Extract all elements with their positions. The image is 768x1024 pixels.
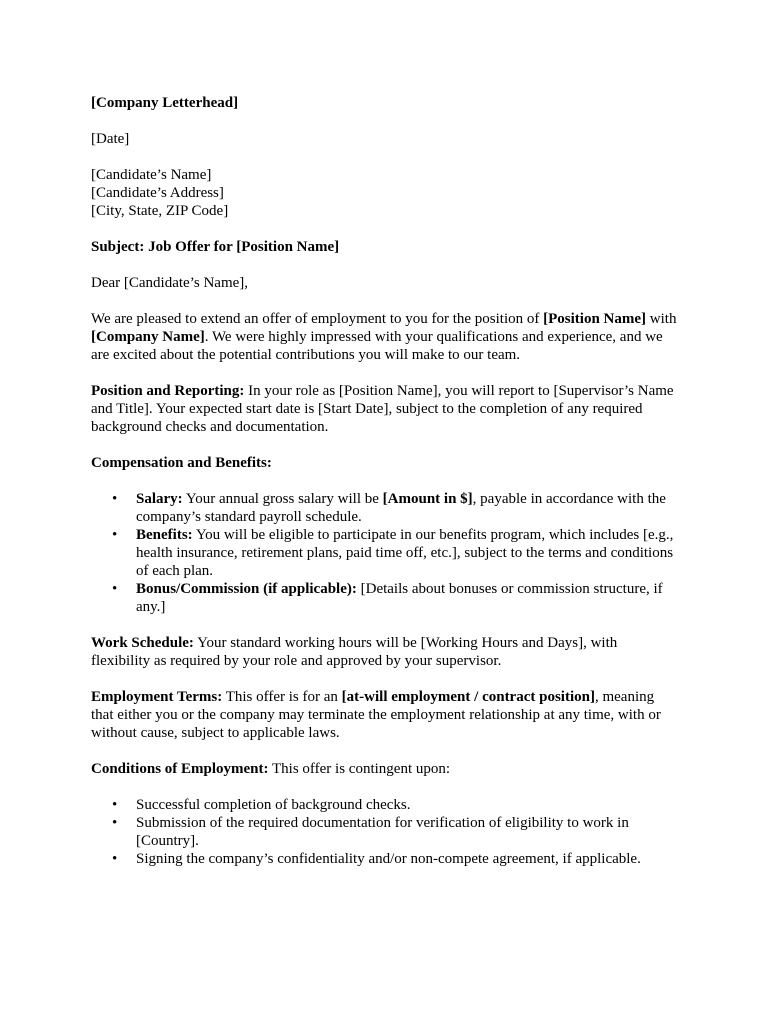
list-item-benefits: • Benefits: You will be eligible to participate in our benefits program, which includes [e.g., health insurance, retirement plans, paid time off, etc.], subject to the terms and conditions of each plan. <box>136 526 678 580</box>
intro-paragraph: We are pleased to extend an offer of employment to you for the position of [Position Name] with [Company Name]. We were highly impressed with your qualifications and experience, and we are excited about the potential contributions you will make to our team. <box>91 311 677 363</box>
recipient-city-state-zip: [City, State, ZIP Code] <box>91 203 229 219</box>
date: [Date] <box>91 131 130 147</box>
recipient-block <box>91 166 678 220</box>
position-reporting-paragraph: Position and Reporting: In your role as [Position Name], you will report to [Supervisor’s Name and Title]. Your expected start date is [Start Date], subject to the completion of any required background checks and documentation. <box>91 383 674 435</box>
recipient-name: [Candidate’s Name] <box>91 167 212 183</box>
conditions-heading: Conditions of Employment: <box>91 761 269 777</box>
list-item-salary: • Salary: Your annual gross salary will be [Amount in $], payable in accordance with the company’s standard payroll schedule. <box>136 490 678 526</box>
employment-terms-paragraph: Employment Terms: This offer is for an [at-will employment / contract position], meaning that either you or the company may terminate the employment relationship at any time, with or without cause, subject to applicable laws. <box>91 689 661 741</box>
work-schedule-heading: Work Schedule: <box>91 635 194 651</box>
compensation-list <box>91 490 678 616</box>
list-item: • Successful completion of background checks. <box>136 796 678 814</box>
conditions-list <box>91 796 678 868</box>
list-item: • Submission of the required documentation for verification of eligibility to work in [Country]. <box>136 814 678 850</box>
recipient-address: [Candidate’s Address] <box>91 185 224 201</box>
position-reporting-heading: Position and Reporting: <box>91 383 245 399</box>
letterhead: [Company Letterhead] <box>91 95 239 111</box>
subject-line: Subject: Job Offer for [Position Name] <box>91 239 340 255</box>
conditions-paragraph: Conditions of Employment: This offer is contingent upon: <box>91 761 451 777</box>
list-item: • Signing the company’s confidentiality and/or non-compete agreement, if applicable. <box>136 850 678 868</box>
employment-terms-heading: Employment Terms: <box>91 689 223 705</box>
salutation: Dear [Candidate’s Name], <box>91 275 249 291</box>
list-item-bonus: • Bonus/Commission (if applicable): [Details about bonuses or commission structure, if any.] <box>136 580 678 616</box>
work-schedule-paragraph: Work Schedule: Your standard working hours will be [Working Hours and Days], with flexibility as required by your role and approved by your supervisor. <box>91 635 618 669</box>
compensation-heading: Compensation and Benefits: <box>91 455 272 471</box>
